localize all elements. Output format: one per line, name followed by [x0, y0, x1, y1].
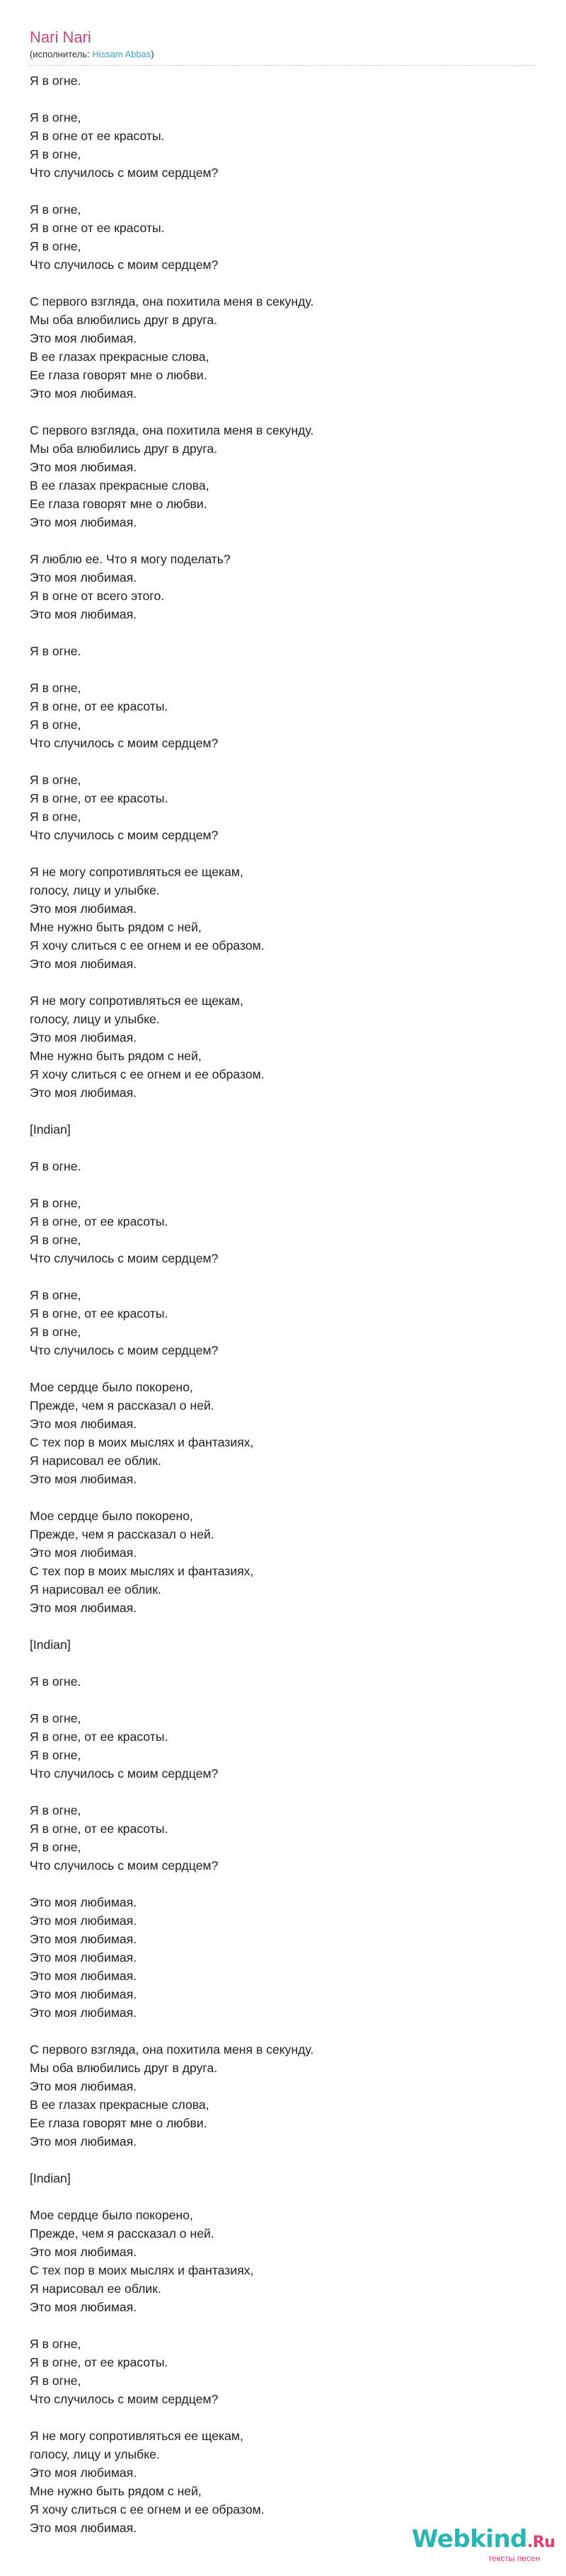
lyric-blank-line [30, 531, 536, 550]
lyric-line: Я в огне. [30, 1159, 81, 1173]
logo-wordmark [412, 2525, 555, 2557]
lyric-line: Ее глаза говорят мне о любви. [30, 368, 207, 382]
lyric-line: С тех пор в моих мыслях и фантазиях, [30, 1435, 254, 1449]
lyric-line: Я в огне, [30, 202, 81, 217]
lyric-line: Я в огне, [30, 1233, 81, 1247]
lyric-line: Я хочу слиться с ее огнем и ее образом. [30, 938, 265, 953]
lyric-line: С первого взгляда, она похитила меня в секунду. [30, 294, 314, 309]
lyric-line: Я в огне, от ее красоты. [30, 1822, 168, 1836]
lyric-line: Что случилось с моим сердцем? [30, 1251, 219, 1265]
lyric-line: Это моя любимая. [30, 1417, 137, 1431]
lyric-line: Я в огне, [30, 1325, 81, 1339]
lyric-line: С первого взгляда, она похитила меня в секунду. [30, 2042, 314, 2057]
lyric-blank-line [30, 2408, 536, 2427]
lyric-blank-line [30, 90, 536, 108]
lyric-line: Что случилось с моим сердцем? [30, 2392, 219, 2406]
lyric-line: Я в огне, [30, 773, 81, 787]
lyric-blank-line [30, 1102, 536, 1120]
lyric-line: голосу, лицу и улыбке. [30, 1012, 160, 1026]
lyric-line: Я в огне, от ее красоты. [30, 1306, 168, 1321]
lyric-line: Это моя любимая. [30, 570, 137, 585]
lyric-line: Я в огне, от ее красоты. [30, 699, 168, 713]
lyric-line: Я люблю ее. Что я могу поделать? [30, 552, 231, 566]
lyric-line: голосу, лицу и улыбке. [30, 883, 160, 897]
lyric-line: Это моя любимая. [30, 2006, 137, 2020]
lyric-line: Это моя любимая. [30, 331, 137, 345]
lyric-line: Я в огне, [30, 110, 81, 125]
lyric-line: Я в огне. [30, 644, 81, 658]
lyric-line: Я в огне. [30, 1674, 81, 1689]
lyric-line: Это моя любимая. [30, 1895, 137, 1909]
lyric-blank-line [30, 752, 536, 771]
lyric-line: Это моя любимая. [30, 1472, 137, 1486]
lyric-line: Мы оба влюбились друг в друга. [30, 2061, 218, 2075]
lyric-blank-line [30, 1359, 536, 1378]
lyric-blank-line [30, 2187, 536, 2206]
lyric-line: [Indian] [30, 1638, 71, 1652]
lyric-line: Это моя любимая. [30, 607, 137, 621]
lyric-blank-line [30, 973, 536, 991]
lyric-line: [Indian] [30, 2171, 71, 2185]
lyric-line: В ее глазах прекрасные слова, [30, 478, 209, 493]
lyric-line: Мы оба влюбились друг в друга. [30, 442, 218, 456]
logo-tld: .Ru [527, 2534, 555, 2551]
lyric-line: Я в огне. [30, 74, 81, 88]
lyric-blank-line [30, 1488, 536, 1507]
lyric-line: Я не могу сопротивляться ее щекам, [30, 865, 243, 879]
lyric-line: Я в огне, [30, 2337, 81, 2351]
lyric-line: Мое сердце было покорено, [30, 1509, 193, 1523]
lyric-blank-line [30, 1783, 536, 1801]
lyric-line: Это моя любимая. [30, 2300, 137, 2314]
lyric-line: Что случилось с моим сердцем? [30, 166, 219, 180]
lyric-blank-line [30, 1617, 536, 1635]
lyric-line: Это моя любимая. [30, 1969, 137, 1983]
lyric-line: Что случилось с моим сердцем? [30, 828, 219, 842]
lyric-line: Я в огне, [30, 718, 81, 732]
lyric-line: Это моя любимая. [30, 386, 137, 401]
lyric-line: Мое сердце было покорено, [30, 1380, 193, 1394]
lyric-line: Ее глаза говорят мне о любви. [30, 497, 207, 511]
lyric-line: Что случилось с моим сердцем? [30, 1766, 219, 1781]
lyric-blank-line [30, 2151, 536, 2169]
lyric-line: Мне нужно быть рядом с ней, [30, 2484, 202, 2498]
lyric-line: Это моя любимая. [30, 957, 137, 971]
lyric-line: С тех пор в моих мыслях и фантазиях, [30, 2263, 254, 2277]
lyric-line: Я в огне, от ее красоты. [30, 791, 168, 805]
lyric-line: Я в огне, от ее красоты. [30, 1214, 168, 1229]
lyric-line: Я в огне, [30, 1748, 81, 1762]
artist-link[interactable]: Hissam Abbas [92, 49, 151, 59]
lyric-line: Что случилось с моим сердцем? [30, 1858, 219, 1873]
lyric-line: Я в огне от ее красоты. [30, 129, 165, 143]
lyric-line: Я в огне, [30, 1803, 81, 1817]
lyric-line: Я в огне, [30, 239, 81, 253]
lyrics-body [30, 71, 536, 2537]
lyric-blank-line [30, 2316, 536, 2335]
lyric-line: Это моя любимая. [30, 1546, 137, 1560]
lyric-line: Я в огне, [30, 1288, 81, 1302]
artist-prefix: (исполнитель: [30, 49, 93, 59]
lyric-line: Это моя любимая. [30, 2134, 137, 2149]
lyric-blank-line [30, 1654, 536, 1672]
lyric-line: Мое сердце было покорено, [30, 2208, 193, 2222]
lyric-blank-line [30, 1691, 536, 1709]
lyric-blank-line [30, 182, 536, 200]
lyric-line: Я в огне, [30, 1711, 81, 1725]
lyric-line: Я в огне, [30, 2374, 81, 2388]
lyric-line: [Indian] [30, 1122, 71, 1137]
lyric-line: Это моя любимая. [30, 1950, 137, 1965]
lyric-line: Это моя любимая. [30, 1086, 137, 1100]
lyric-blank-line [30, 1175, 536, 1194]
lyric-line: Я хочу слиться с ее огнем и ее образом. [30, 1067, 265, 1081]
lyric-line: Мы оба влюбились друг в друга. [30, 313, 218, 327]
logo-name: Webkind [412, 2525, 527, 2553]
lyric-blank-line [30, 660, 536, 679]
lyric-blank-line [30, 1139, 536, 1157]
site-logo[interactable] [412, 2525, 560, 2568]
lyric-line: Что случилось с моим сердцем? [30, 1343, 219, 1357]
lyric-line: Я не могу сопротивляться ее щекам, [30, 994, 243, 1008]
lyric-line: Прежде, чем я рассказал о ней. [30, 1527, 214, 1541]
artist-line [30, 48, 536, 61]
lyric-line: Это моя любимая. [30, 2466, 137, 2480]
lyric-blank-line [30, 844, 536, 863]
lyric-line: Я в огне, [30, 147, 81, 161]
lyric-line: Это моя любимая. [30, 460, 137, 474]
lyric-line: Прежде, чем я рассказал о ней. [30, 1398, 214, 1413]
logo-tagline: тексты песен [488, 2553, 541, 2563]
lyric-line: Я нарисовал ее облик. [30, 2282, 161, 2296]
lyric-line: Прежде, чем я рассказал о ней. [30, 2226, 214, 2241]
lyric-line: Это моя любимая. [30, 2521, 137, 2535]
lyric-line: Что случилось с моим сердцем? [30, 258, 219, 272]
lyric-line: Это моя любимая. [30, 902, 137, 916]
lyric-line: Это моя любимая. [30, 515, 137, 529]
lyric-line: С тех пор в моих мыслях и фантазиях, [30, 1564, 254, 1578]
lyric-line: Я в огне, [30, 810, 81, 824]
lyric-blank-line [30, 1875, 536, 1893]
lyric-line: Что случилось с моим сердцем? [30, 736, 219, 750]
lyric-line: Ее глаза говорят мне о любви. [30, 2116, 207, 2130]
lyric-line: Я хочу слиться с ее огнем и ее образом. [30, 2502, 265, 2517]
lyric-line: Я в огне, от ее красоты. [30, 1730, 168, 1744]
lyric-line: Мне нужно быть рядом с ней, [30, 920, 202, 934]
lyric-line: С первого взгляда, она похитила меня в секунду. [30, 423, 314, 437]
lyric-line: Я нарисовал ее облик. [30, 1582, 161, 1597]
lyric-line: Это моя любимая. [30, 1987, 137, 2001]
lyric-line: Я нарисовал ее облик. [30, 1454, 161, 1468]
lyric-line: Это моя любимая. [30, 2079, 137, 2093]
lyric-line: Я в огне, [30, 681, 81, 695]
song-title: Nari Nari [30, 28, 91, 46]
lyric-line: Я в огне от всего этого. [30, 589, 165, 603]
lyric-line: Это моя любимая. [30, 1601, 137, 1615]
lyric-line: Я в огне, [30, 1196, 81, 1210]
lyric-blank-line [30, 274, 536, 292]
song-header [30, 28, 536, 61]
lyric-blank-line [30, 403, 536, 421]
lyric-line: Я в огне, от ее красоты. [30, 2355, 168, 2369]
lyric-line: Это моя любимая. [30, 2245, 137, 2259]
lyric-blank-line [30, 623, 536, 642]
lyric-blank-line [30, 1267, 536, 1286]
lyric-line: В ее глазах прекрасные слова, [30, 350, 209, 364]
lyric-line: Мне нужно быть рядом с ней, [30, 1049, 202, 1063]
lyric-line: голосу, лицу и улыбке. [30, 2447, 160, 2461]
lyric-line: В ее глазах прекрасные слова, [30, 2098, 209, 2112]
lyric-line: Это моя любимая. [30, 1030, 137, 1045]
lyric-line: Я в огне от ее красоты. [30, 221, 165, 235]
header-divider [30, 65, 536, 66]
lyric-line: Я не могу сопротивляться ее щекам, [30, 2429, 243, 2443]
lyric-line: Я в огне, [30, 1840, 81, 1854]
lyric-line: Это моя любимая. [30, 1932, 137, 1946]
lyric-blank-line [30, 2022, 536, 2040]
artist-suffix: ) [151, 49, 154, 59]
lyric-line: Это моя любимая. [30, 1914, 137, 1928]
